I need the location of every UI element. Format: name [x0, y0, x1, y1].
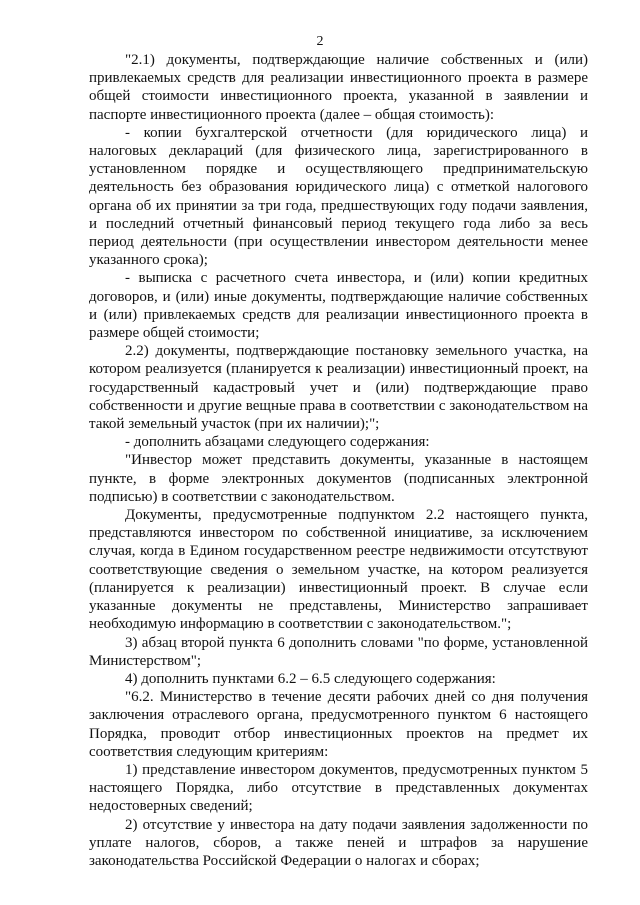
page-number: 2: [316, 34, 324, 49]
paragraph-own-initiative: Документы, предусмотренные подпунктом 2.2 настоящего пункта, представляются инвестором по собственной инициативе, за исключением случая, когда в Едином государственном реестре недвижимости отсутствуют соответствующие сведения о земельном участке, на котором реализуется (планируется к реализации) инвестиционный проект. В случае если указанные документы не представлены, Министерство запрашивает необходимую информацию в соответствии с законодательством.";: [89, 507, 588, 633]
paragraph-2-2: 2.2) документы, подтверждающие постановку земельного участка, на котором реализуется (планируется к реализации) инвестиционный проект, на государственный кадастровый учет и (или) подтверждающие право собственности и другие вещные права в соответствии с законодательством на такой земельный участок (при их наличии);";: [89, 343, 588, 433]
paragraph-criterion-1: 1) представление инвестором документов, предусмотренных пунктом 5 настоящего Порядка, либо отсутствие в представленных документах недостоверных сведений;: [89, 761, 588, 815]
paragraph-accounting-copies: - копии бухгалтерской отчетности (для юридического лица) и налоговых деклараций (для физического лица, зарегистрированного в установленном порядке и осуществляющего предпринимательскую деятельность без образования юридического лица) с отметкой налогового органа об их принятии за три года, предшествующих году подачи заявления, и последний отчетный финансовый период текущего года либо за весь период деятельности (при осуществлении инвестором деятельности менее указанного срока);: [89, 124, 588, 269]
paragraph-6-2: "6.2. Министерство в течение десяти рабочих дней со дня получения заключения отраслевого органа, предусмотренного пунктом 6 настоящего Порядка, проводит отбор инвестиционных проектов на предмет их соответствия следующим критериям:: [89, 689, 588, 760]
paragraph-bank-statement: - выписка с расчетного счета инвестора, и (или) копии кредитных договоров, и (или) иные документы, подтверждающие наличие собственных и (или) привлекаемых средств для реализации инвестиционного проекта в размере общей стоимости;: [89, 270, 588, 342]
paragraph-criterion-2: 2) отсутствие у инвестора на дату подачи заявления задолженности по уплате налогов, сборов, а также пеней и штрафов за нарушение законодательства Российской Федерации о налогах и сборах;: [89, 816, 588, 869]
paragraph-electronic-documents: "Инвестор может представить документы, указанные в настоящем пункте, в форме электронных документов (подписанных электронной подписью) в соответствии с законодательством.: [89, 452, 588, 505]
paragraph-item-3: 3) абзац второй пункта 6 дополнить словами "по форме, установленной Министерством";: [89, 634, 588, 669]
document-body: [89, 51, 588, 870]
paragraph-2-1: "2.1) документы, подтверждающие наличие собственных и (или) привлекаемых средств для реализации инвестиционного проекта в размере общей стоимости инвестиционного проекта, указанной в заявлении и паспорте инвестиционного проекта (далее – общая стоимость):: [89, 52, 588, 123]
paragraph-add-clauses: - дополнить абзацами следующего содержания:: [125, 434, 430, 451]
paragraph-item-4: 4) дополнить пунктами 6.2 – 6.5 следующего содержания:: [125, 670, 496, 687]
